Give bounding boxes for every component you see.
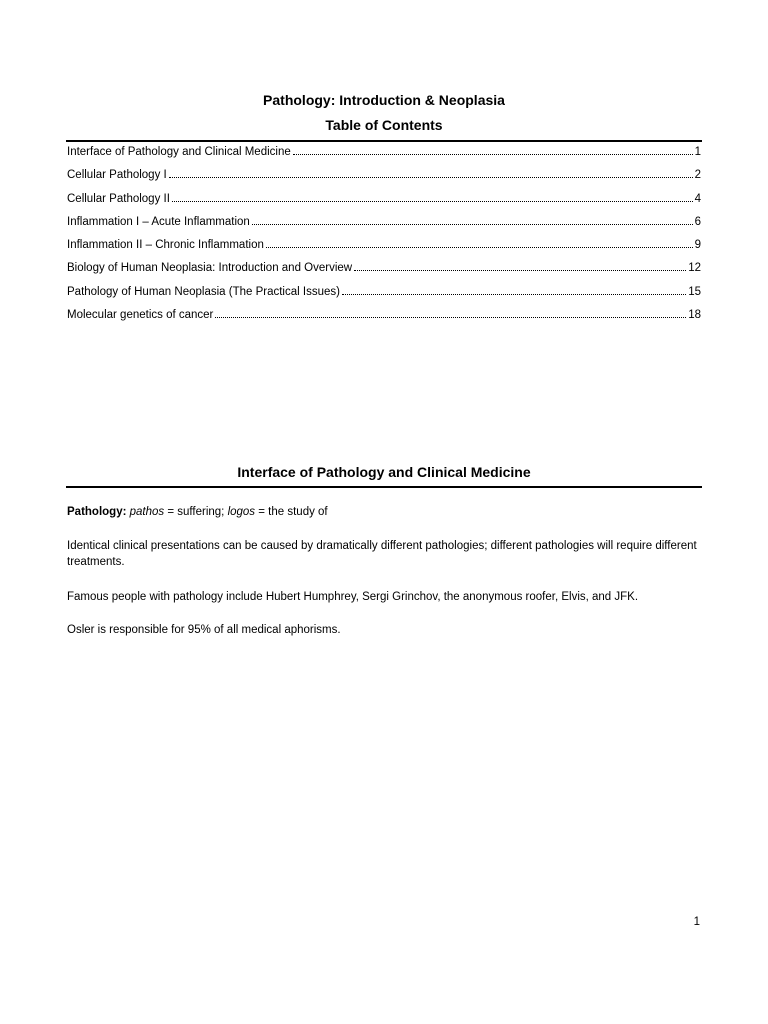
toc-entry[interactable] bbox=[67, 237, 701, 260]
toc-divider bbox=[66, 140, 702, 142]
table-of-contents bbox=[67, 144, 701, 330]
toc-leader-dots bbox=[266, 237, 693, 248]
toc-entry-title: Pathology of Human Neoplasia (The Practical Issues) bbox=[67, 285, 340, 298]
toc-entry-page: 18 bbox=[688, 309, 701, 322]
toc-entry[interactable] bbox=[67, 260, 701, 283]
toc-entry-title: Cellular Pathology II bbox=[67, 192, 170, 205]
definition-root-pathos: pathos bbox=[129, 506, 165, 518]
definition-term: Pathology: bbox=[67, 506, 127, 518]
toc-leader-dots bbox=[169, 167, 693, 178]
toc-entry-title: Interface of Pathology and Clinical Medicine bbox=[67, 146, 291, 158]
page-number: 1 bbox=[693, 916, 700, 928]
body-paragraph: Osler is responsible for 95% of all medical aphorisms. bbox=[67, 624, 341, 636]
toc-entry[interactable] bbox=[67, 191, 701, 214]
definition-meaning-1: = suffering; bbox=[164, 506, 228, 518]
definition-meaning-2: = the study of bbox=[255, 506, 328, 518]
body-paragraph: Famous people with pathology include Hubert Humphrey, Sergi Grinchov, the anonymous roofer, Elvis, and JFK. bbox=[67, 591, 639, 603]
body-paragraph: Identical clinical presentations can be caused by dramatically different pathologies; different pathologies will require different treatments. bbox=[67, 540, 697, 568]
toc-entry[interactable] bbox=[67, 167, 701, 190]
toc-leader-dots bbox=[342, 284, 686, 295]
toc-entry-page: 2 bbox=[694, 169, 701, 182]
toc-entry-title: Molecular genetics of cancer bbox=[67, 309, 214, 322]
document-title: Pathology: Introduction & Neoplasia bbox=[263, 92, 505, 108]
toc-entry[interactable] bbox=[67, 214, 701, 237]
toc-leader-dots bbox=[215, 307, 686, 318]
section-divider bbox=[66, 486, 702, 488]
toc-entry-title: Cellular Pathology I bbox=[67, 169, 167, 182]
toc-entry-page: 4 bbox=[694, 192, 701, 205]
toc-leader-dots bbox=[252, 214, 693, 225]
toc-entry[interactable] bbox=[67, 144, 701, 167]
toc-entry[interactable] bbox=[67, 284, 701, 307]
section-heading: Interface of Pathology and Clinical Medicine bbox=[237, 464, 531, 480]
definition-root-logos: logos bbox=[227, 506, 256, 518]
toc-entry[interactable] bbox=[67, 307, 701, 330]
toc-entry-title: Inflammation I – Acute Inflammation bbox=[67, 215, 250, 228]
toc-leader-dots bbox=[354, 260, 686, 271]
toc-entry-title: Inflammation II – Chronic Inflammation bbox=[67, 239, 264, 252]
toc-entry-page: 15 bbox=[688, 285, 701, 298]
toc-entry-page: 9 bbox=[694, 239, 701, 252]
toc-leader-dots bbox=[293, 144, 693, 155]
toc-entry-page: 12 bbox=[688, 262, 701, 275]
toc-entry-page: 6 bbox=[694, 215, 701, 228]
definition-paragraph bbox=[67, 504, 701, 520]
toc-entry-title: Biology of Human Neoplasia: Introduction and Overview bbox=[67, 262, 353, 275]
toc-entry-page: 1 bbox=[694, 146, 701, 158]
toc-heading: Table of Contents bbox=[325, 117, 443, 133]
toc-leader-dots bbox=[172, 191, 693, 202]
